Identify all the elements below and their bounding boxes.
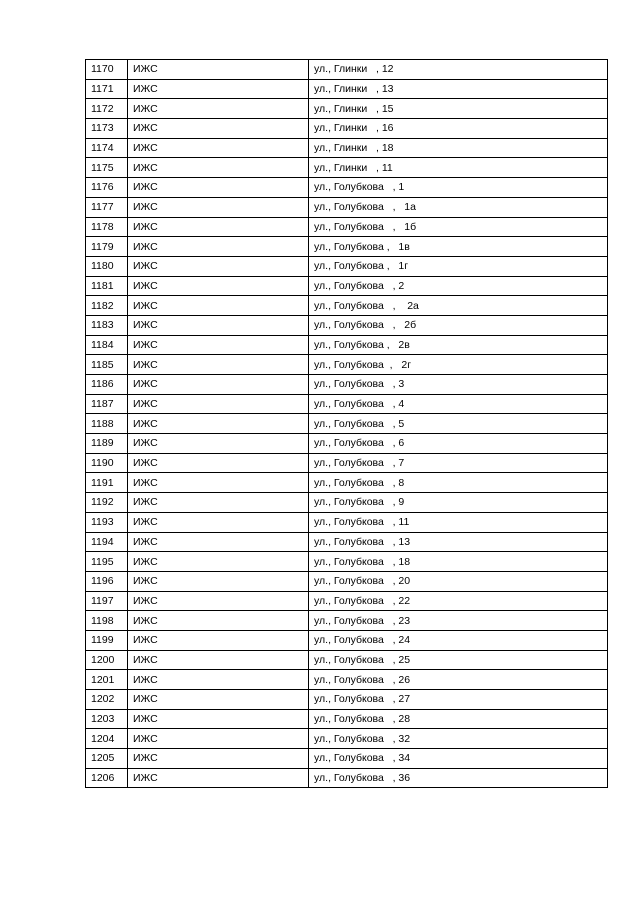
building-type-cell: ИЖС bbox=[128, 138, 309, 158]
table-row bbox=[86, 434, 608, 454]
row-number-cell: 1181 bbox=[86, 276, 128, 296]
row-number-cell: 1182 bbox=[86, 296, 128, 316]
table-row bbox=[86, 217, 608, 237]
table-row bbox=[86, 178, 608, 198]
row-number-cell: 1199 bbox=[86, 630, 128, 650]
building-type-cell: ИЖС bbox=[128, 690, 309, 710]
address-cell: ул., Голубкова , 1в bbox=[309, 237, 608, 257]
building-type-cell: ИЖС bbox=[128, 99, 309, 119]
building-type-cell: ИЖС bbox=[128, 473, 309, 493]
row-number-cell: 1184 bbox=[86, 335, 128, 355]
building-type-cell: ИЖС bbox=[128, 729, 309, 749]
table-row bbox=[86, 375, 608, 395]
table-row bbox=[86, 315, 608, 335]
table-row bbox=[86, 237, 608, 257]
building-type-cell: ИЖС bbox=[128, 158, 309, 178]
row-number-cell: 1174 bbox=[86, 138, 128, 158]
table-row bbox=[86, 650, 608, 670]
building-type-cell: ИЖС bbox=[128, 197, 309, 217]
row-number-cell: 1185 bbox=[86, 355, 128, 375]
address-cell: ул., Голубкова , 34 bbox=[309, 749, 608, 769]
table-row bbox=[86, 709, 608, 729]
building-type-cell: ИЖС bbox=[128, 79, 309, 99]
row-number-cell: 1198 bbox=[86, 611, 128, 631]
address-cell: ул., Голубкова , 32 bbox=[309, 729, 608, 749]
building-type-cell: ИЖС bbox=[128, 60, 309, 80]
table-row bbox=[86, 473, 608, 493]
building-type-cell: ИЖС bbox=[128, 670, 309, 690]
building-type-cell: ИЖС bbox=[128, 335, 309, 355]
row-number-cell: 1171 bbox=[86, 79, 128, 99]
table-row bbox=[86, 335, 608, 355]
table-row bbox=[86, 493, 608, 513]
row-number-cell: 1186 bbox=[86, 375, 128, 395]
address-cell: ул., Голубкова , 18 bbox=[309, 552, 608, 572]
table-row bbox=[86, 749, 608, 769]
address-cell: ул., Голубкова , 2в bbox=[309, 335, 608, 355]
building-type-cell: ИЖС bbox=[128, 453, 309, 473]
address-cell: ул., Голубкова , 1а bbox=[309, 197, 608, 217]
row-number-cell: 1178 bbox=[86, 217, 128, 237]
address-cell: ул., Голубкова , 23 bbox=[309, 611, 608, 631]
row-number-cell: 1191 bbox=[86, 473, 128, 493]
row-number-cell: 1206 bbox=[86, 768, 128, 788]
building-type-cell: ИЖС bbox=[128, 434, 309, 454]
table-row bbox=[86, 414, 608, 434]
row-number-cell: 1173 bbox=[86, 119, 128, 139]
row-number-cell: 1189 bbox=[86, 434, 128, 454]
address-cell: ул., Голубкова , 3 bbox=[309, 375, 608, 395]
table-row bbox=[86, 119, 608, 139]
address-cell: ул., Голубкова , 8 bbox=[309, 473, 608, 493]
address-cell: ул., Голубкова , 1г bbox=[309, 256, 608, 276]
address-cell: ул., Голубкова , 6 bbox=[309, 434, 608, 454]
building-type-cell: ИЖС bbox=[128, 630, 309, 650]
building-type-cell: ИЖС bbox=[128, 276, 309, 296]
table-row bbox=[86, 729, 608, 749]
building-type-cell: ИЖС bbox=[128, 749, 309, 769]
address-cell: ул., Голубкова , 22 bbox=[309, 591, 608, 611]
table-row bbox=[86, 276, 608, 296]
table-row bbox=[86, 256, 608, 276]
table-row bbox=[86, 394, 608, 414]
building-type-cell: ИЖС bbox=[128, 768, 309, 788]
address-cell: ул., Голубкова , 1б bbox=[309, 217, 608, 237]
address-cell: ул., Глинки , 16 bbox=[309, 119, 608, 139]
table-row bbox=[86, 532, 608, 552]
table-row bbox=[86, 453, 608, 473]
building-type-cell: ИЖС bbox=[128, 355, 309, 375]
table-row bbox=[86, 512, 608, 532]
building-type-cell: ИЖС bbox=[128, 119, 309, 139]
address-cell: ул., Голубкова , 11 bbox=[309, 512, 608, 532]
row-number-cell: 1190 bbox=[86, 453, 128, 473]
row-number-cell: 1170 bbox=[86, 60, 128, 80]
row-number-cell: 1204 bbox=[86, 729, 128, 749]
table-row bbox=[86, 158, 608, 178]
row-number-cell: 1175 bbox=[86, 158, 128, 178]
table-row bbox=[86, 571, 608, 591]
building-type-cell: ИЖС bbox=[128, 375, 309, 395]
row-number-cell: 1172 bbox=[86, 99, 128, 119]
address-cell: ул., Голубкова , 7 bbox=[309, 453, 608, 473]
table-row bbox=[86, 79, 608, 99]
address-cell: ул., Глинки , 12 bbox=[309, 60, 608, 80]
building-type-cell: ИЖС bbox=[128, 237, 309, 257]
table-row bbox=[86, 690, 608, 710]
building-type-cell: ИЖС bbox=[128, 217, 309, 237]
address-cell: ул., Голубкова , 9 bbox=[309, 493, 608, 513]
table-row bbox=[86, 552, 608, 572]
building-type-cell: ИЖС bbox=[128, 178, 309, 198]
registry-table bbox=[85, 59, 608, 788]
row-number-cell: 1195 bbox=[86, 552, 128, 572]
building-type-cell: ИЖС bbox=[128, 611, 309, 631]
address-cell: ул., Голубкова , 26 bbox=[309, 670, 608, 690]
address-cell: ул., Глинки , 18 bbox=[309, 138, 608, 158]
address-cell: ул., Голубкова , 2г bbox=[309, 355, 608, 375]
building-type-cell: ИЖС bbox=[128, 650, 309, 670]
table-row bbox=[86, 591, 608, 611]
row-number-cell: 1194 bbox=[86, 532, 128, 552]
row-number-cell: 1192 bbox=[86, 493, 128, 513]
row-number-cell: 1201 bbox=[86, 670, 128, 690]
address-cell: ул., Голубкова , 13 bbox=[309, 532, 608, 552]
address-cell: ул., Глинки , 13 bbox=[309, 79, 608, 99]
building-type-cell: ИЖС bbox=[128, 394, 309, 414]
row-number-cell: 1193 bbox=[86, 512, 128, 532]
table-row bbox=[86, 99, 608, 119]
address-cell: ул., Голубкова , 1 bbox=[309, 178, 608, 198]
table-row bbox=[86, 60, 608, 80]
table-row bbox=[86, 670, 608, 690]
building-type-cell: ИЖС bbox=[128, 296, 309, 316]
address-cell: ул., Голубкова , 4 bbox=[309, 394, 608, 414]
address-cell: ул., Голубкова , 24 bbox=[309, 630, 608, 650]
building-type-cell: ИЖС bbox=[128, 256, 309, 276]
building-type-cell: ИЖС bbox=[128, 532, 309, 552]
table-row bbox=[86, 138, 608, 158]
building-type-cell: ИЖС bbox=[128, 315, 309, 335]
address-cell: ул., Голубкова , 2б bbox=[309, 315, 608, 335]
table-row bbox=[86, 296, 608, 316]
address-cell: ул., Голубкова , 2а bbox=[309, 296, 608, 316]
building-type-cell: ИЖС bbox=[128, 493, 309, 513]
table-row bbox=[86, 630, 608, 650]
row-number-cell: 1197 bbox=[86, 591, 128, 611]
building-type-cell: ИЖС bbox=[128, 571, 309, 591]
address-cell: ул., Глинки , 15 bbox=[309, 99, 608, 119]
table-row bbox=[86, 611, 608, 631]
building-type-cell: ИЖС bbox=[128, 414, 309, 434]
table-row bbox=[86, 197, 608, 217]
row-number-cell: 1187 bbox=[86, 394, 128, 414]
row-number-cell: 1176 bbox=[86, 178, 128, 198]
address-cell: ул., Глинки , 11 bbox=[309, 158, 608, 178]
row-number-cell: 1196 bbox=[86, 571, 128, 591]
address-cell: ул., Голубкова , 20 bbox=[309, 571, 608, 591]
building-type-cell: ИЖС bbox=[128, 552, 309, 572]
row-number-cell: 1180 bbox=[86, 256, 128, 276]
row-number-cell: 1177 bbox=[86, 197, 128, 217]
registry-table-body bbox=[86, 60, 608, 788]
row-number-cell: 1179 bbox=[86, 237, 128, 257]
row-number-cell: 1188 bbox=[86, 414, 128, 434]
address-cell: ул., Голубкова , 36 bbox=[309, 768, 608, 788]
building-type-cell: ИЖС bbox=[128, 512, 309, 532]
building-type-cell: ИЖС bbox=[128, 709, 309, 729]
table-row bbox=[86, 355, 608, 375]
row-number-cell: 1203 bbox=[86, 709, 128, 729]
address-cell: ул., Голубкова , 27 bbox=[309, 690, 608, 710]
row-number-cell: 1205 bbox=[86, 749, 128, 769]
building-type-cell: ИЖС bbox=[128, 591, 309, 611]
table-row bbox=[86, 768, 608, 788]
address-cell: ул., Голубкова , 25 bbox=[309, 650, 608, 670]
address-cell: ул., Голубкова , 2 bbox=[309, 276, 608, 296]
address-cell: ул., Голубкова , 28 bbox=[309, 709, 608, 729]
row-number-cell: 1200 bbox=[86, 650, 128, 670]
address-cell: ул., Голубкова , 5 bbox=[309, 414, 608, 434]
row-number-cell: 1183 bbox=[86, 315, 128, 335]
row-number-cell: 1202 bbox=[86, 690, 128, 710]
